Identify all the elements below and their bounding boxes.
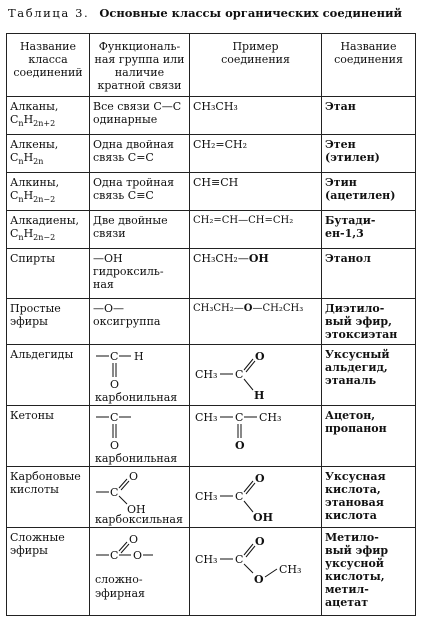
class-cell: Сложные эфиры <box>7 528 90 616</box>
svg-text:O: O <box>255 350 265 363</box>
svg-text:карбонильная: карбонильная <box>95 391 178 404</box>
compound-name-cell: Этен (этилен) <box>322 135 416 173</box>
organic-classes-table <box>6 33 416 616</box>
svg-text:эфирная: эфирная <box>95 587 145 600</box>
example-cell: CH≡CH <box>190 173 322 211</box>
table-row <box>7 97 416 135</box>
svg-text:C: C <box>110 486 119 499</box>
svg-text:CH₃: CH₃ <box>195 411 218 424</box>
class-cell: Кетоны <box>7 406 90 467</box>
class-cell: Алкины, $C_nH_{2n-2}$ <box>7 173 90 211</box>
table-row <box>7 173 416 211</box>
example-cell: CH₃CH₂—OH <box>190 249 322 299</box>
example-cell <box>190 467 322 528</box>
svg-text:CH₃: CH₃ <box>195 368 218 381</box>
svg-text:C: C <box>235 368 244 381</box>
svg-text:CH₃: CH₃ <box>195 490 218 503</box>
ketone-carbonyl-structure <box>93 409 187 463</box>
compound-name-cell: Этин (ацетилен) <box>322 173 416 211</box>
svg-text:C: C <box>110 549 119 562</box>
group-cell: Все связи C—C одинарные <box>90 97 190 135</box>
svg-text:карбоксильная: карбоксильная <box>95 513 183 526</box>
group-cell <box>90 345 190 406</box>
propanone-structure <box>193 409 317 463</box>
svg-text:H: H <box>254 389 265 402</box>
class-cell: Альдегиды <box>7 345 90 406</box>
ester-group-structure <box>93 531 187 603</box>
header-class-name: Название класса соединений <box>7 34 90 97</box>
example-cell <box>190 406 322 467</box>
example-cell: CH₃CH₃ <box>190 97 322 135</box>
example-cell: CH₃CH₂—O—CH₂CH₃ <box>190 299 322 345</box>
svg-text:O: O <box>129 533 139 546</box>
example-cell <box>190 345 322 406</box>
svg-text:O: O <box>110 378 120 391</box>
svg-text:O: O <box>255 535 265 548</box>
group-cell: Одна двойная связь C=C <box>90 135 190 173</box>
compound-name-cell: Уксусная кислота, этановая кислота <box>322 467 416 528</box>
group-cell <box>90 406 190 467</box>
example-cell: CH₂=CH—CH=CH₂ <box>190 211 322 249</box>
group-cell <box>90 467 190 528</box>
header-row <box>7 34 416 97</box>
compound-name-cell: Ацетон, пропанон <box>322 406 416 467</box>
svg-text:карбонильная: карбонильная <box>95 452 178 465</box>
table-row <box>7 211 416 249</box>
svg-text:C: C <box>110 411 119 424</box>
svg-text:C: C <box>110 350 119 363</box>
header-example: Пример соединения <box>190 34 322 97</box>
methyl-acetate-structure <box>193 531 317 603</box>
table-row <box>7 406 416 467</box>
svg-text:C: C <box>235 553 244 566</box>
header-compound-name: Название соединения <box>322 34 416 97</box>
class-cell: Алкены, $C_nH_{2n}$ <box>7 135 90 173</box>
example-cell: CH₂=CH₂ <box>190 135 322 173</box>
example-cell <box>190 528 322 616</box>
svg-text:CH₃: CH₃ <box>279 563 302 576</box>
group-cell <box>90 528 190 616</box>
compound-name-cell: Этан <box>322 97 416 135</box>
header-functional-group: Функциональ- ная группа или наличие кратной связи <box>90 34 190 97</box>
class-cell: Спирты <box>7 249 90 299</box>
svg-text:O: O <box>235 439 245 452</box>
group-cell: —OH гидроксиль- ная <box>90 249 190 299</box>
carbonyl-group-structure <box>93 348 187 402</box>
class-cell: Алканы, $C_nH_{2n+2}$ <box>7 97 90 135</box>
svg-text:OH: OH <box>253 511 273 524</box>
table-row <box>7 299 416 345</box>
class-cell: Алкадиены, $C_nH_{2n-2}$ <box>7 211 90 249</box>
svg-text:C: C <box>235 411 244 424</box>
compound-name-cell: Бутади- ен-1,3 <box>322 211 416 249</box>
svg-text:O: O <box>254 573 264 586</box>
svg-text:CH₃: CH₃ <box>195 553 218 566</box>
ethanoic-acid-structure <box>193 470 317 524</box>
group-cell: Одна тройная связь C≡C <box>90 173 190 211</box>
svg-text:O: O <box>255 472 265 485</box>
svg-text:O: O <box>129 470 139 483</box>
ethanal-structure <box>193 348 317 402</box>
caption-label: Таблица 3. <box>8 6 90 20</box>
class-cell: Карбоновые кислоты <box>7 467 90 528</box>
table-caption <box>8 6 422 20</box>
svg-text:OH: OH <box>127 503 146 516</box>
svg-text:C: C <box>235 490 244 503</box>
caption-title: Основные классы органических соединений <box>99 6 403 20</box>
table-row <box>7 249 416 299</box>
class-cell: Простые эфиры <box>7 299 90 345</box>
svg-text:сложно-: сложно- <box>95 573 143 586</box>
carboxyl-group-structure <box>93 470 187 524</box>
group-cell: —O— оксигруппа <box>90 299 190 345</box>
table-row <box>7 528 416 616</box>
table-row <box>7 135 416 173</box>
compound-name-cell: Метило- вый эфир уксусной кислоты, метил- ацетат <box>322 528 416 616</box>
group-cell: Две двойные связи <box>90 211 190 249</box>
compound-name-cell: Диэтило- вый эфир, этоксиэтан <box>322 299 416 345</box>
compound-name-cell: Этанол <box>322 249 416 299</box>
table-row <box>7 467 416 528</box>
svg-text:O: O <box>110 439 120 452</box>
svg-text:H: H <box>134 350 144 363</box>
svg-text:O: O <box>133 549 143 562</box>
compound-name-cell: Уксусный альдегид, этаналь <box>322 345 416 406</box>
table-row <box>7 345 416 406</box>
svg-text:CH₃: CH₃ <box>259 411 282 424</box>
